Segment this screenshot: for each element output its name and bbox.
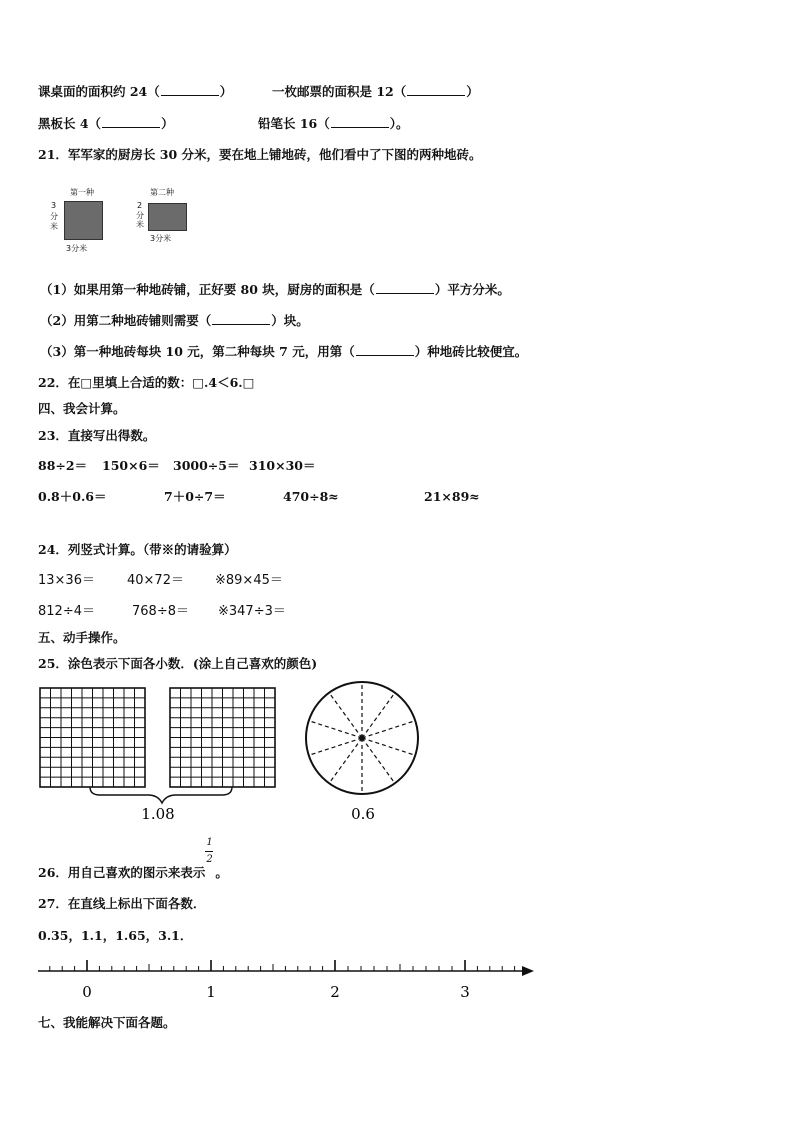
q23-r2-c1: 0.8＋0.6＝	[38, 489, 107, 504]
answer-blank[interactable]	[331, 116, 389, 128]
section-4-title: 四、我会计算。	[38, 401, 126, 416]
number-line	[38, 960, 534, 1001]
tile1-square	[64, 201, 103, 240]
q26-end: 。	[215, 865, 228, 880]
blackboard-text: 黑板长 4（	[38, 116, 102, 131]
q23-title: 23．直接写出得数。	[38, 428, 156, 443]
tile2-label: 第二种	[150, 188, 174, 197]
q21-part2-end: ）块。	[271, 313, 309, 328]
answer-blank[interactable]	[356, 344, 414, 356]
circle-spoke	[362, 738, 394, 782]
q21-part2	[40, 313, 309, 329]
circle-figure	[306, 682, 418, 794]
tile1-side-a: 分	[50, 212, 58, 221]
q23-r2-c2: 7＋0÷7＝	[164, 489, 226, 504]
tile1-side-b: 米	[50, 222, 58, 231]
tile1-side-num: 3	[51, 201, 57, 210]
circle-spoke	[362, 694, 394, 738]
axis-label-0: 0	[82, 983, 92, 1001]
q23-r1-c2: 150×6＝	[102, 458, 160, 473]
tile2-side-a: 分	[136, 211, 144, 220]
stamp-area-text: 一枚邮票的面积是 12（	[272, 84, 407, 99]
paren-close: ）	[161, 116, 174, 131]
circle-spokes	[310, 683, 415, 793]
axis-label-1: 1	[206, 983, 216, 1001]
circle-spoke	[330, 738, 362, 782]
circle-spoke	[362, 721, 414, 738]
brace	[90, 787, 232, 803]
hundred-grid[interactable]	[40, 688, 145, 787]
q21-part3	[40, 344, 527, 360]
number-line-ticks	[50, 960, 515, 971]
q26-text: 26．用自己喜欢的图示来表示	[38, 865, 206, 880]
answer-blank[interactable]	[102, 116, 160, 128]
q24-r1-c2: 40×72＝	[127, 573, 184, 588]
q21-title: 21．军军家的厨房长 30 分米，要在地上铺地砖，他们看中了下图的两种地砖。	[38, 147, 482, 162]
answer-blank[interactable]	[212, 313, 270, 325]
q24-r2-c2: 768÷8＝	[132, 604, 189, 619]
desk-area-text: 课桌面的面积约 24（	[38, 84, 160, 99]
q21-part1-text: （1）如果用第一种地砖铺，正好要 80 块，厨房的面积是（	[40, 282, 375, 297]
arrow-icon	[522, 966, 534, 976]
answer-blank[interactable]	[407, 84, 465, 96]
tile1-bottom: 3分米	[66, 244, 88, 253]
circle-spoke	[310, 738, 362, 755]
axis-label-3: 3	[460, 983, 470, 1001]
q23-r1-c1: 88÷2＝	[38, 458, 88, 473]
axis-label-2: 2	[330, 983, 340, 1001]
q24-r1-c3: ※89×45＝	[215, 573, 283, 588]
fraction-denominator: 2	[206, 854, 213, 865]
q21-part1-end: ）平方分米。	[434, 282, 510, 297]
circle-spoke	[310, 721, 362, 738]
circle-spoke	[330, 694, 362, 738]
tile1-label: 第一种	[70, 188, 94, 197]
paren-close: ）	[466, 84, 479, 99]
q21-part2-text: （2）用第二种地砖铺则需要（	[40, 313, 212, 328]
paren-close: ）	[219, 84, 233, 99]
fraction-numerator: 1	[206, 837, 213, 848]
q24-r1-c1: 13×36＝	[38, 573, 95, 588]
q26-line	[38, 837, 228, 881]
hundred-grid[interactable]	[170, 688, 275, 787]
q23-r2-c4: 21×89≈	[424, 489, 480, 504]
blackboard-line	[38, 116, 174, 132]
q27-title: 27．在直线上标出下面各数．	[38, 896, 206, 911]
q24-r2-c3: ※347÷3＝	[218, 604, 286, 619]
stamp-area-line	[272, 84, 479, 100]
answer-blank[interactable]	[376, 282, 434, 294]
circle-spoke	[362, 738, 414, 755]
q23-r1-c3: 3000÷5＝	[173, 458, 240, 473]
answer-blank[interactable]	[161, 84, 219, 96]
paren-close: ）。	[389, 116, 409, 131]
tile2-bottom: 3分米	[150, 234, 172, 243]
q21-part1	[40, 282, 510, 298]
circle-decimal-label: 0.6	[351, 805, 375, 823]
tile2-rect	[148, 203, 187, 231]
section-7-title: 七、我能解决下面各题。	[38, 1015, 176, 1030]
hundred-grids	[40, 688, 275, 787]
q23-r2-c3: 470÷8≈	[283, 489, 339, 504]
q21-part3-end: ）种地砖比较便宜。	[414, 344, 528, 359]
tile2-side-b: 米	[136, 220, 144, 229]
tile2-side-num: 2	[137, 201, 143, 210]
tile-figures	[44, 186, 204, 258]
q24-title: 24．列竖式计算。（带※的请验算）	[38, 542, 237, 557]
grid-decimal-label: 1.08	[141, 805, 175, 823]
section-5-title: 五、动手操作。	[38, 630, 126, 645]
pencil-line	[258, 116, 409, 132]
q21-part3-text: （3）第一种地砖每块 10 元，第二种每块 7 元，用第（	[40, 344, 355, 359]
pencil-text: 铅笔长 16（	[258, 116, 330, 131]
q22-text: 22．在□里填上合适的数：□.4＜6.□	[38, 375, 255, 390]
q24-r2-c1: 812÷4＝	[38, 604, 95, 619]
area-desk-line	[38, 84, 232, 100]
fraction	[205, 837, 215, 877]
q27-numbers: 0.35，1.1，1.65，3.1．	[38, 928, 193, 943]
q23-r1-c4: 310×30＝	[249, 458, 316, 473]
q25-title: 25．涂色表示下面各小数．(涂上自己喜欢的颜色)	[38, 656, 318, 671]
